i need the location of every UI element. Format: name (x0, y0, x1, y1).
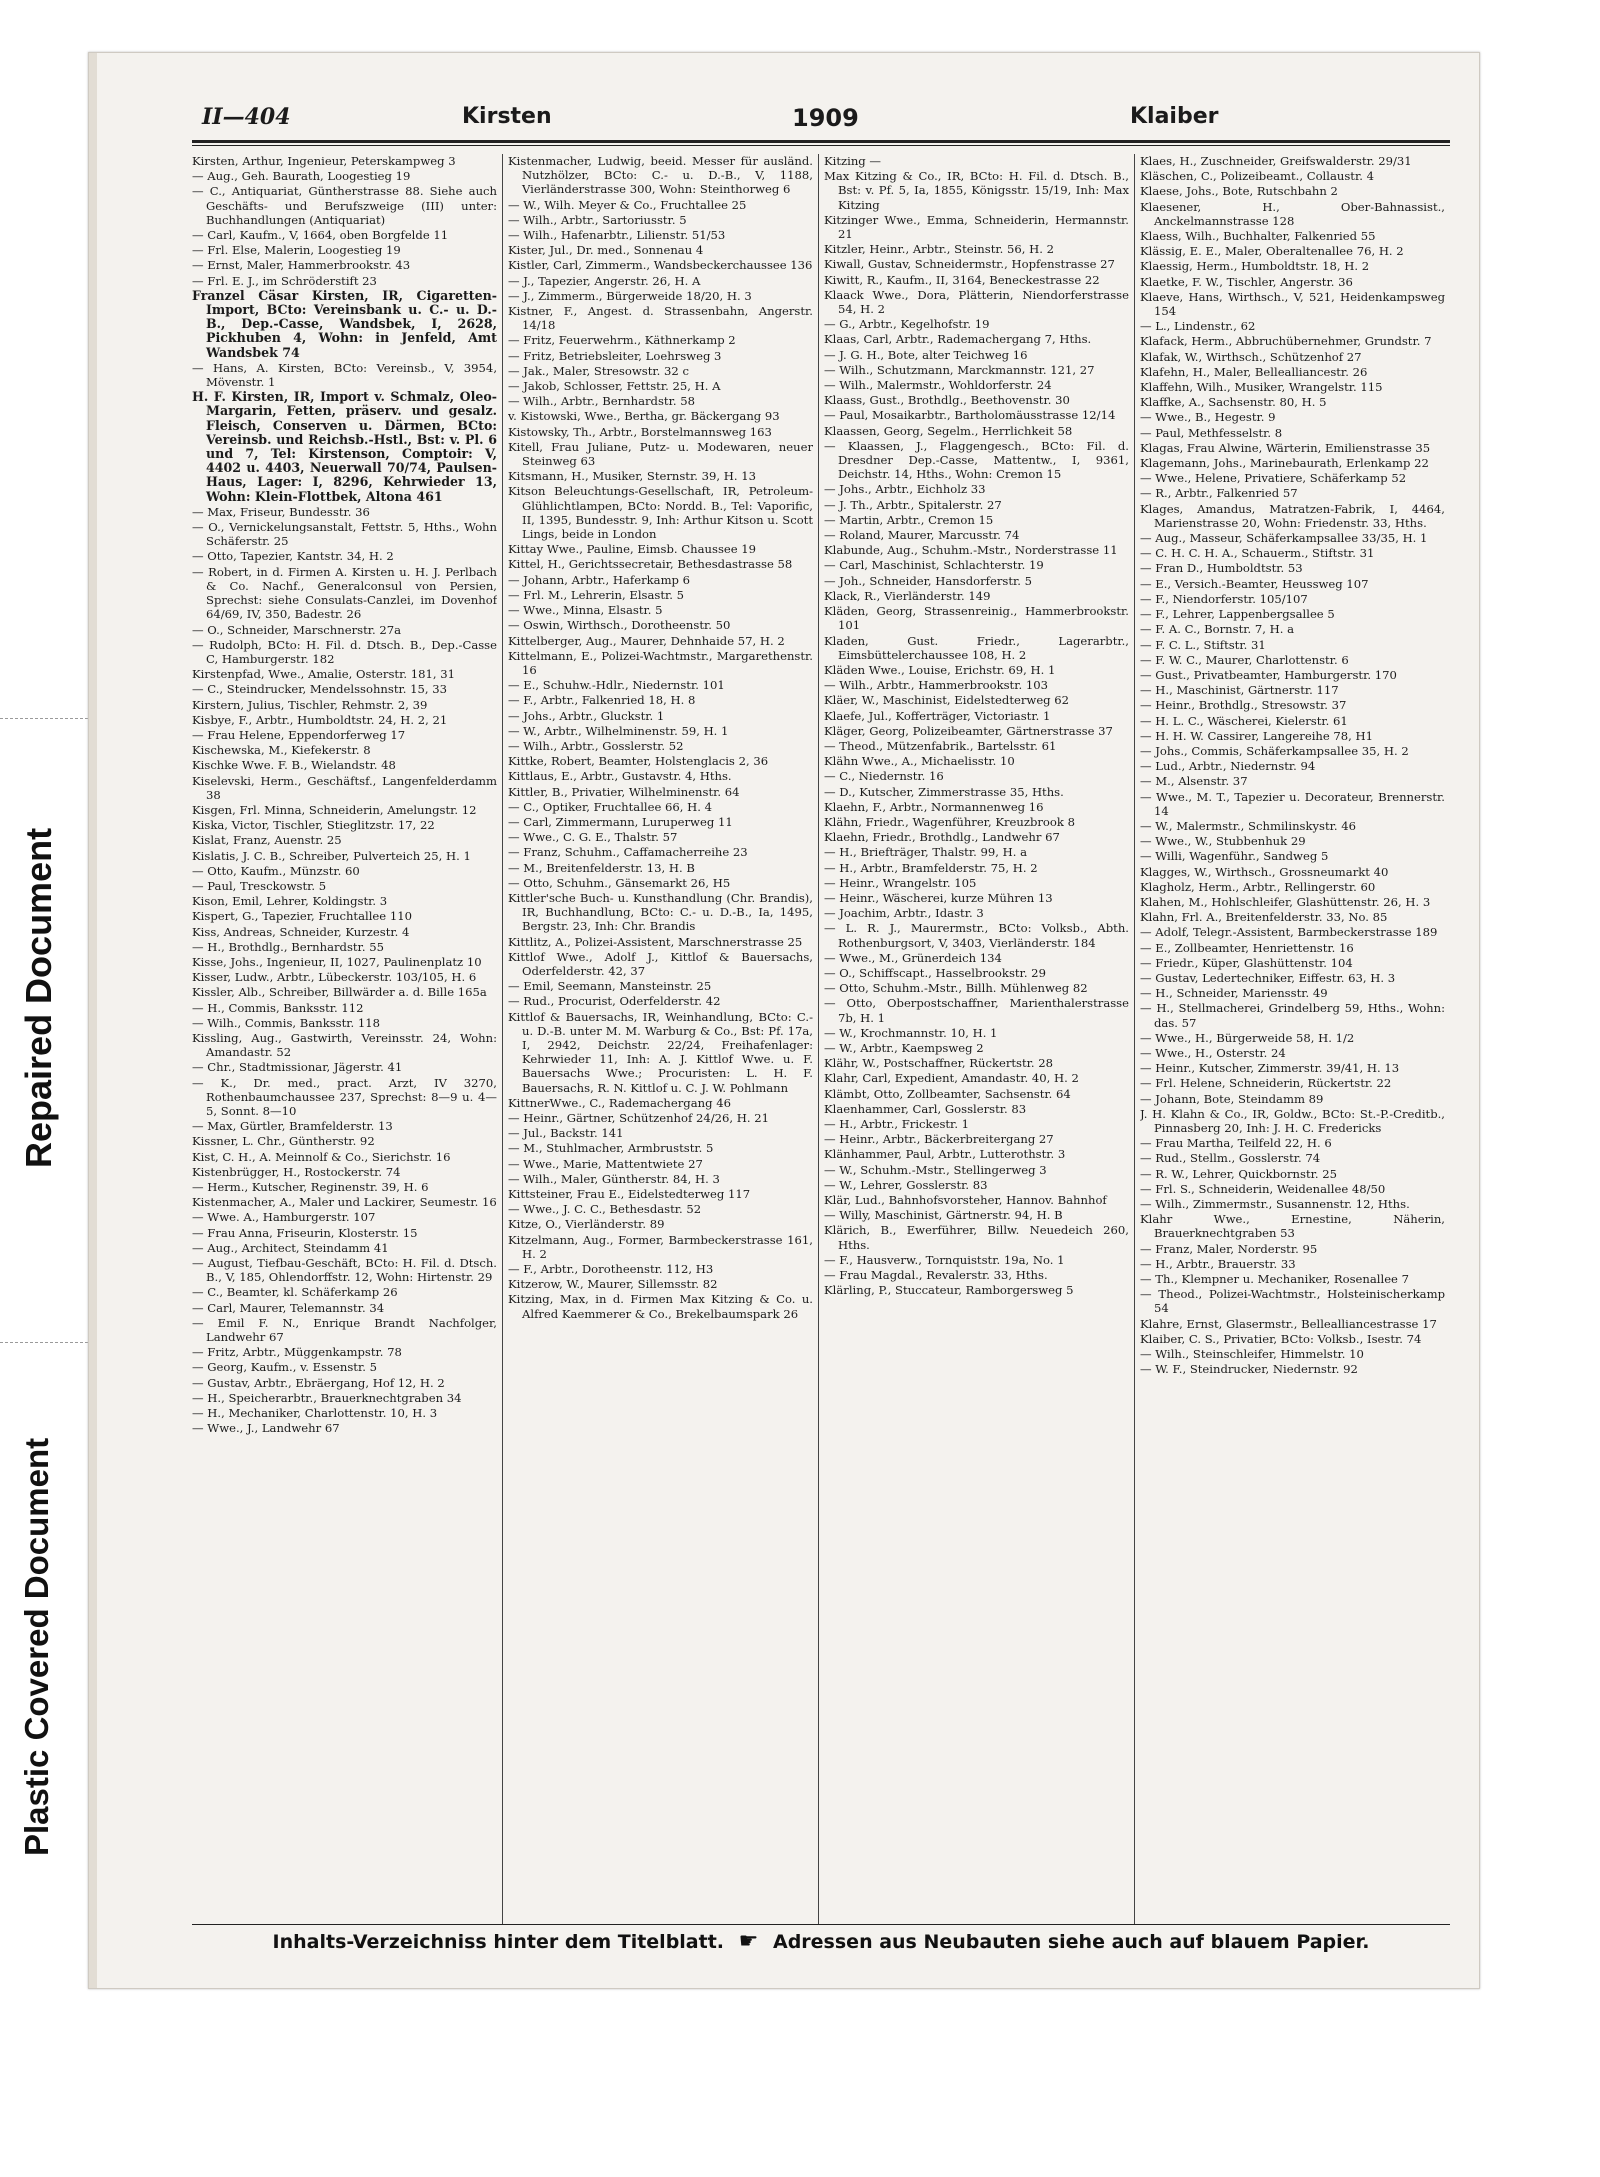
directory-entry: — Wilh., Zimmermstr., Susannenstr. 12, Hths. (1140, 1197, 1410, 1212)
directory-entry: — Chr., Stadtmissionar, Jägerstr. 41 (192, 1060, 403, 1075)
directory-entry: — Joachim, Arbtr., Idastr. 3 (824, 906, 984, 921)
directory-entry: — C., Optiker, Fruchtallee 66, H. 4 (508, 799, 712, 814)
directory-entry: — Friedr., Küper, Glashüttenstr. 104 (1140, 955, 1353, 970)
directory-entry: Klagholz, Herm., Arbtr., Rellingerstr. 60 (1140, 879, 1376, 894)
directory-entry: Kistenbrügger, H., Rostockerstr. 74 (192, 1164, 401, 1179)
directory-entry: — F., Hausverw., Tornquiststr. 19a, No. 1 (824, 1252, 1065, 1267)
directory-entry: Klahre, Ernst, Glasermstr., Bellealliancestrasse 17 (1140, 1316, 1437, 1331)
directory-entry: Kitzinger Wwe., Emma, Schneiderin, Hermannstr. 21 (824, 212, 1129, 242)
directory-entry: — Wwe., M., Grünerdeich 134 (824, 950, 1002, 965)
directory-entry: Klafack, Herm., Abbruchübernehmer, Grundstr. 7 (1140, 334, 1432, 349)
directory-entry: Kittler, B., Privatier, Wilhelminenstr. 64 (508, 784, 740, 799)
directory-entry: — W., Schuhm.-Mstr., Stellingerweg 3 (824, 1162, 1047, 1177)
directory-entry: Kison, Emil, Lehrer, Koldingstr. 3 (192, 894, 388, 909)
directory-entry: Kitsmann, H., Musiker, Sternstr. 39, H. 13 (508, 469, 756, 484)
directory-entry: Kister, Jul., Dr. med., Sonnenau 4 (508, 243, 704, 258)
directory-entry: — Lud., Arbtr., Niedernstr. 94 (1140, 759, 1316, 774)
directory-entry: — W., Malermstr., Schmilinskystr. 46 (1140, 818, 1357, 833)
directory-entry: — Wwe., J., Landwehr 67 (192, 1421, 340, 1436)
directory-entry: — Gust., Privatbeamter, Hamburgerstr. 170 (1140, 667, 1397, 682)
directory-entry: — Wilh., Maler, Güntherstr. 84, H. 3 (508, 1171, 720, 1186)
directory-entry: — Frau Helene, Eppendorferweg 17 (192, 727, 406, 742)
directory-entry: Kittel, H., Gerichtssecretair, Bethesdastrasse 58 (508, 557, 793, 572)
directory-entry: — Wwe., W., Stubbenhuk 29 (1140, 834, 1306, 849)
directory-entry: — E., Versich.-Beamter, Heussweg 107 (1140, 576, 1369, 591)
directory-entry: — Wwe. A., Hamburgerstr. 107 (192, 1210, 376, 1225)
directory-entry: Kittelmann, E., Polizei-Wachtmstr., Margarethenstr. 16 (508, 648, 813, 677)
directory-entry: — F. W. C., Maurer, Charlottenstr. 6 (1140, 652, 1349, 667)
directory-entry: Klaess, Wilh., Buchhalter, Falkenried 55 (1140, 229, 1376, 244)
directory-entry: — Willy, Maschinist, Gärtnerstr. 94, H. B (824, 1208, 1063, 1223)
directory-entry: Klaassen, Georg, Segelm., Herrlichkeit 58 (824, 423, 1073, 438)
directory-entry: Kirstenpfad, Wwe., Amalie, Osterstr. 181, 31 (192, 667, 455, 682)
directory-entry: Kisgen, Frl. Minna, Schneiderin, Amelungstr. 12 (192, 802, 477, 817)
directory-entry: — Hans, A. Kirsten, BCto: Vereinsb., V, 3954, Mövenstr. 1 (192, 360, 497, 390)
header-rule (192, 145, 1450, 146)
directory-entry: Klär, Lud., Bahnhofsvorsteher, Hannov. Bahnhof (824, 1193, 1107, 1208)
directory-entry: Kitzing, Max, in d. Firmen Max Kitzing & Co. u. Alfred Kaemmerer & Co., Brekelbaumspark 26 (508, 1292, 813, 1321)
directory-entry: Kistenmacher, A., Maler und Lackirer, Seumestr. 16 (192, 1195, 497, 1210)
directory-entry: Kirsten, Arthur, Ingenieur, Peterskampweg 3 (192, 154, 456, 168)
directory-entry: — J. G. H., Bote, alter Teichweg 16 (824, 347, 1028, 362)
directory-entry: Kisbye, F., Arbtr., Humboldtstr. 24, H. 2, 21 (192, 712, 448, 727)
directory-entry: — Paul, Tresckowstr. 5 (192, 878, 327, 893)
directory-entry: Kläschen, C., Polizeibeamt., Collaustr. 4 (1140, 169, 1374, 184)
directory-entry: Kitzing — (824, 154, 882, 168)
directory-entry: — Th., Klempner u. Mechaniker, Rosenallee 7 (1140, 1272, 1409, 1287)
directory-entry: — Johs., Commis, Schäferkampsallee 35, H. 2 (1140, 743, 1409, 758)
directory-entry: — Otto, Schuhm.-Mstr., Billh. Mühlenweg 82 (824, 981, 1088, 996)
directory-entry: — Emil, Seemann, Mansteinstr. 25 (508, 979, 712, 994)
directory-entry: — J., Tapezier, Angerstr. 26, H. A (508, 273, 701, 288)
directory-entry: — H., Commis, Banksstr. 112 (192, 1000, 364, 1015)
directory-entry: Kitze, O., Vierländerstr. 89 (508, 1217, 665, 1232)
directory-entry: Klagges, W., Wirthsch., Grossneumarkt 40 (1140, 864, 1389, 879)
directory-entry: — Herm., Kutscher, Reginenstr. 39, H. 6 (192, 1180, 429, 1195)
directory-entry: — H., Schneider, Mariensstr. 49 (1140, 986, 1328, 1001)
directory-entry: — C., Steindrucker, Mendelssohnstr. 15, 33 (192, 682, 448, 697)
directory-entry: Klafak, W., Wirthsch., Schützenhof 27 (1140, 349, 1362, 364)
directory-entry: — E., Schuhw.-Hdlr., Niedernstr. 101 (508, 678, 725, 693)
directory-entry: — Jakob, Schlosser, Fettstr. 25, H. A (508, 379, 721, 394)
directory-entry: Klaetke, F. W., Tischler, Angerstr. 36 (1140, 274, 1353, 289)
directory-entry: Klaas, Carl, Arbtr., Rademachergang 7, Hths. (824, 332, 1092, 347)
directory-entry: Kistler, Carl, Zimmerm., Wandsbeckerchaussee 136 (508, 258, 813, 273)
footer-right-text: Adressen aus Neubauten siehe auch auf blauem Papier. (773, 1931, 1370, 1953)
directory-entry: Kiselevski, Herm., Geschäftsf., Langenfelderdamm 38 (192, 773, 497, 802)
directory-entry: — Fran D., Humboldtstr. 53 (1140, 561, 1303, 576)
directory-entry: — Aug., Architect, Steindamm 41 (192, 1240, 389, 1255)
directory-entry: Kläer, W., Maschinist, Eidelstedterweg 62 (824, 693, 1070, 708)
directory-entry: — Wilh., Hafenarbtr., Lilienstr. 51/53 (508, 228, 726, 243)
directory-entry: Kitson Beleuchtungs-Gesellschaft, IR, Petroleum-Glühlichtlampen, BCto: Nordd. B., Tel: Vaporific, II, 1395, Bundesstr. 9, Inh: Arthur Kitson u. Scott Lings, beide in London (508, 484, 813, 542)
directory-entry: Kisser, Ludw., Arbtr., Lübeckerstr. 103/105, H. 6 (192, 970, 477, 985)
directory-entry: — Frl. E. J., im Schröderstift 23 (192, 273, 377, 288)
directory-entry: — Max, Gürtler, Bramfelderstr. 13 (192, 1119, 393, 1134)
directory-entry: Kirstern, Julius, Tischler, Rehmstr. 2, 39 (192, 697, 428, 712)
directory-entry: Klafehn, H., Maler, Bellealliancestr. 26 (1140, 364, 1368, 379)
directory-entry: — L., Lindenstr., 62 (1140, 319, 1256, 334)
directory-entry: — Rud., Procurist, Oderfelderstr. 42 (508, 994, 721, 1009)
directory-entry: Klaese, Johs., Bote, Rutschbahn 2 (1140, 184, 1338, 199)
directory-entry: Klähn, Friedr., Wagenführer, Kreuzbrook 8 (824, 814, 1075, 829)
directory-entry: — Johann, Bote, Steindamm 89 (1140, 1091, 1324, 1106)
directory-entry: — Wwe., H., Bürgerweide 58, H. 1/2 (1140, 1030, 1355, 1045)
directory-entry: Klaiber, C. S., Privatier, BCto: Volksb., Isestr. 74 (1140, 1331, 1422, 1346)
directory-entry: — Frau Anna, Friseurin, Klosterstr. 15 (192, 1225, 418, 1240)
directory-entry: — H., Stellmacherei, Grindelberg 59, Hths., Wohn: das. 57 (1140, 1001, 1445, 1030)
directory-column (192, 154, 497, 1914)
directory-entry: — Frl. Helene, Schneiderin, Rückertstr. 22 (1140, 1076, 1392, 1091)
directory-entry: — H., Speicherarbtr., Brauerknechtgraben 34 (192, 1390, 462, 1405)
directory-entry: — Max, Friseur, Bundesstr. 36 (192, 504, 370, 519)
directory-entry: — Wilh., Arbtr., Hammerbrookstr. 103 (824, 678, 1048, 693)
directory-entry: Klähn Wwe., A., Michaelisstr. 10 (824, 754, 1015, 769)
directory-entry: — W. F., Steindrucker, Niedernstr. 92 (1140, 1362, 1358, 1377)
last-name-heading: Klaiber (1130, 104, 1219, 129)
directory-entry: — Wilh., Commis, Banksstr. 118 (192, 1015, 381, 1030)
directory-entry: Klänhammer, Paul, Arbtr., Lutterothstr. 3 (824, 1147, 1066, 1162)
directory-entry: J. H. Klahn & Co., IR, Goldw., BCto: St.-P.-Creditb., Pinnasberg 20, Inh: J. H. C. Fredericks (1140, 1106, 1445, 1135)
directory-entry: — W., Wilh. Meyer & Co., Fruchtallee 25 (508, 197, 747, 212)
directory-entry: — Jul., Backstr. 141 (508, 1126, 624, 1141)
directory-entry: — Johs., Arbtr., Eichholz 33 (824, 482, 986, 497)
directory-entry: Klahr Wwe., Ernestine, Näherin, Brauerknechtgraben 53 (1140, 1212, 1445, 1241)
directory-entry: — Georg, Kaufm., v. Essenstr. 5 (192, 1360, 377, 1375)
directory-entry: Kitzelmann, Aug., Former, Barmbeckerstrasse 161, H. 2 (508, 1232, 813, 1261)
directory-entry: — Otto, Oberpostschaffner, Marienthalerstrasse 7b, H. 1 (824, 996, 1129, 1025)
directory-entry: — H. L. C., Wäscherei, Kielerstr. 61 (1140, 713, 1348, 728)
directory-column (1140, 154, 1445, 1914)
directory-entry: — Wwe., M. T., Tapezier u. Decorateur, Brennerstr. 14 (1140, 789, 1445, 818)
directory-entry: Klagemann, Johs., Marinebaurath, Erlenkamp 22 (1140, 456, 1429, 471)
plastic-covered-label: Plastic Covered Document (18, 1437, 55, 1856)
directory-entry: — M., Stuhlmacher, Armbruststr. 5 (508, 1141, 714, 1156)
directory-entry: — Klaassen, J., Flaggengesch., BCto: Fil. d. Dresdner Dep.-Casse, Mattentw., I, 9361, Deichstr. 14, Hths., Wohn: Cremon 15 (824, 438, 1129, 482)
directory-entry: Klabunde, Aug., Schuhm.-Mstr., Norderstrasse 11 (824, 543, 1118, 558)
directory-entry: — H., Arbtr., Bramfelderstr. 75, H. 2 (824, 860, 1038, 875)
directory-entry: Klämbt, Otto, Zollbeamter, Sachsenstr. 64 (824, 1086, 1071, 1101)
directory-entry: Klages, Amandus, Matratzen-Fabrik, I, 4464, Marienstrasse 20, Wohn: Friedenstr. 33, Hths. (1140, 501, 1445, 530)
cut-line (0, 718, 88, 719)
directory-entry: — Martin, Arbtr., Cremon 15 (824, 512, 994, 527)
directory-entry: — Fritz, Arbtr., Müggenkampstr. 78 (192, 1345, 402, 1360)
directory-entry: Klaehn, F., Arbtr., Normannenweg 16 (824, 799, 1044, 814)
directory-entry: — J., Zimmerm., Bürgerweide 18/20, H. 3 (508, 288, 752, 303)
directory-entry: Kitzler, Heinr., Arbtr., Steinstr. 56, H. 2 (824, 242, 1054, 257)
directory-entry: Klärich, B., Ewerführer, Billw. Neuedeich 260, Hths. (824, 1223, 1129, 1252)
directory-entry: — Otto, Kaufm., Münzstr. 60 (192, 863, 360, 878)
directory-entry: Klaass, Gust., Brothdlg., Beethovenstr. 30 (824, 393, 1070, 408)
directory-entry: Klack, R., Vierländerstr. 149 (824, 588, 991, 603)
directory-entry: Klaehn, Friedr., Brothdlg., Landwehr 67 (824, 830, 1060, 845)
directory-entry: — W., Lehrer, Gosslerstr. 83 (824, 1177, 988, 1192)
first-name-heading: Kirsten (462, 104, 552, 129)
directory-entry: — Carl, Zimmermann, Luruperweg 11 (508, 814, 733, 829)
directory-entry: — Roland, Maurer, Marcusstr. 74 (824, 528, 1020, 543)
directory-entry: — M., Alsenstr. 37 (1140, 774, 1248, 789)
directory-entry: — Carl, Maurer, Telemannstr. 34 (192, 1300, 385, 1315)
directory-entry: — Ernst, Maler, Hammerbrookstr. 43 (192, 258, 411, 273)
directory-entry: — Wilh., Arbtr., Gosslerstr. 52 (508, 738, 684, 753)
directory-entry: — R. W., Lehrer, Quickbornstr. 25 (1140, 1166, 1338, 1181)
directory-entry: — Heinr., Kutscher, Zimmerstr. 39/41, H. 13 (1140, 1061, 1400, 1076)
directory-entry: — Paul, Mosaikarbtr., Bartholomäusstrasse 12/14 (824, 408, 1116, 423)
directory-column (824, 154, 1129, 1914)
directory-entry: Kittlof & Bauersachs, IR, Weinhandlung, BCto: C.- u. D.-B. unter M. M. Warburg & Co., Bst: Pf. 17a, I, 2942, Deichstr. 22/24, Freihafenlager: Kehrwieder 11, Inh: A. J. Kittlof Wwe. u. F. Bauersachs Wwe.; Procuristen: L. H. F. Bauersachs, R. N. Kittlof u. C. J. W. Pohlmann (508, 1009, 813, 1095)
directory-entry: — Oswin, Wirthsch., Dorotheenstr. 50 (508, 618, 731, 633)
directory-entry: — O., Vernickelungsanstalt, Fettstr. 5, Hths., Wohn Schäferstr. 25 (192, 520, 497, 549)
directory-entry: — Wilh., Arbtr., Sartoriusstr. 5 (508, 212, 687, 227)
directory-entry: — H., Maschinist, Gärtnerstr. 117 (1140, 683, 1339, 698)
directory-entry: Klaes, H., Zuschneider, Greifswalderstr. 29/31 (1140, 154, 1412, 168)
directory-entry: — W., Arbtr., Wilhelminenstr. 59, H. 1 (508, 723, 729, 738)
directory-entry: — Franz, Schuhm., Caffamacherreihe 23 (508, 845, 748, 860)
directory-entry: — Joh., Schneider, Hansdorferstr. 5 (824, 573, 1032, 588)
header-rule (192, 140, 1450, 143)
directory-entry: — Wwe., C. G. E., Thalstr. 57 (508, 830, 678, 845)
directory-entry: — F., Niendorferstr. 105/107 (1140, 591, 1308, 606)
directory-entry: H. F. Kirsten, IR, Import v. Schmalz, Oleo-Margarin, Fetten, präserv. und gesalz. Fleisch, Conserven u. Därmen, BCto: Vereinsb. und Reichsb.-Hstl., Bst: v. Pl. 6 und 7, Tel: Kirstenson, Comptoir: V, 4402 u. 4403, Neuerwall 70/74, Paulsen-Haus, Lager: I, 8296, Kehrwieder 13, Wohn: Klein-Flottbek, Altona 461 (192, 389, 497, 504)
directory-entry: — O., Schneider, Marschnerstr. 27a (192, 622, 402, 637)
directory-entry: Klaffehn, Wilh., Musiker, Wrangelstr. 115 (1140, 380, 1383, 395)
directory-entry: Klahn, Frl. A., Breitenfelderstr. 33, No. 85 (1140, 910, 1388, 925)
directory-entry: — Johann, Arbtr., Haferkamp 6 (508, 572, 691, 587)
directory-entry: — Aug., Masseur, Schäferkampsallee 33/35, H. 1 (1140, 531, 1428, 546)
directory-entry: Kispert, G., Tapezier, Fruchtallee 110 (192, 909, 412, 924)
directory-entry: Kissler, Alb., Schreiber, Billwärder a. d. Bille 165a (192, 985, 487, 1000)
directory-entry: — C., Niedernstr. 16 (824, 769, 944, 784)
directory-entry: Kläden Wwe., Louise, Erichstr. 69, H. 1 (824, 662, 1056, 677)
directory-entry: — C., Beamter, kl. Schäferkamp 26 (192, 1285, 398, 1300)
repaired-document-label: Repaired Document (18, 827, 59, 1168)
directory-entry: Kislat, Franz, Auenstr. 25 (192, 833, 342, 848)
directory-entry: — K., Dr. med., pract. Arzt, IV 3270, Rothenbaumchaussee 237, Sprechst: 8—9 u. 4—5, Sonnt. 8—10 (192, 1075, 497, 1118)
directory-entry: — Frl. S., Schneiderin, Weidenallee 48/50 (1140, 1181, 1386, 1196)
directory-entry: — Frl. Else, Malerin, Loogestieg 19 (192, 243, 401, 258)
directory-entry: Kischke Wwe. F. B., Wielandstr. 48 (192, 758, 396, 773)
directory-entry: Kiwitt, R., Kaufm., II, 3164, Beneckestrasse 22 (824, 272, 1100, 287)
directory-entry: — F., Lehrer, Lappenbergsallee 5 (1140, 607, 1335, 622)
directory-entry: — Otto, Tapezier, Kantstr. 34, H. 2 (192, 549, 394, 564)
footer-rule (192, 1924, 1450, 1925)
directory-entry: Kittlaus, E., Arbtr., Gustavstr. 4, Hths. (508, 769, 732, 784)
directory-entry: — Rudolph, BCto: H. Fil. d. Dtsch. B., Dep.-Casse C, Hamburgerstr. 182 (192, 637, 497, 666)
page-number: II—404 (202, 104, 291, 130)
directory-entry: — Heinr., Brothdlg., Stresowstr. 37 (1140, 698, 1347, 713)
directory-entry: — Franz, Maler, Norderstr. 95 (1140, 1241, 1318, 1256)
directory-entry: — Fritz, Feuerwehrm., Käthnerkamp 2 (508, 333, 736, 348)
directory-entry: — Wilh., Steinschleifer, Himmelstr. 10 (1140, 1347, 1364, 1362)
directory-entry: Kissling, Aug., Gastwirth, Vereinsstr. 24, Wohn: Amandastr. 52 (192, 1030, 497, 1060)
directory-entry: Klagas, Frau Alwine, Wärterin, Emilienstrasse 35 (1140, 440, 1431, 455)
directory-entry: — Johs., Arbtr., Gluckstr. 1 (508, 708, 665, 723)
directory-entry: — Wilh., Arbtr., Bernhardstr. 58 (508, 394, 695, 409)
directory-entry: Kittlitz, A., Polizei-Assistent, Marschnerstrasse 25 (508, 934, 803, 949)
directory-entry: — H., Brothdlg., Bernhardstr. 55 (192, 939, 384, 954)
directory-entry: — Fritz, Betriebsleiter, Loehrsweg 3 (508, 348, 722, 363)
directory-entry: Klaessig, Herm., Humboldtstr. 18, H. 2 (1140, 259, 1370, 274)
directory-entry: — H., Briefträger, Thalstr. 99, H. a (824, 845, 1027, 860)
directory-entry: — M., Breitenfelderstr. 13, H. B (508, 860, 695, 875)
directory-entry: — Theod., Polizei-Wachtmstr., Holsteinischerkamp 54 (1140, 1287, 1445, 1316)
directory-entry: — O., Schiffscapt., Hasselbrookstr. 29 (824, 965, 1046, 980)
directory-entry: Klärling, P., Stuccateur, Ramborgersweg 5 (824, 1283, 1074, 1298)
directory-entry: — E., Zollbeamter, Henriettenstr. 16 (1140, 940, 1354, 955)
directory-entry: — August, Tiefbau-Geschäft, BCto: H. Fil. d. Dtsch. B., V, 185, Ohlendorffstr. 12, Wohn: Hirtenstr. 29 (192, 1256, 497, 1285)
directory-entry: — C. H. C. H. A., Schauerm., Stiftstr. 31 (1140, 546, 1375, 561)
year-heading: 1909 (792, 104, 859, 132)
directory-columns (192, 154, 1450, 1914)
directory-entry: Max Kitzing & Co., IR, BCto: H. Fil. d. Dtsch. B., Bst: v. Pf. 5, Ia, 1855, Königsstr. 15/19, Inh: Max Kitzing (824, 169, 1129, 212)
directory-entry: Kittlof Wwe., Adolf J., Kittlof & Bauersachs, Oderfelderstr. 42, 37 (508, 949, 813, 978)
directory-entry: Klähr, W., Postschaffner, Rückertstr. 28 (824, 1056, 1054, 1071)
directory-entry: — Wwe., J. C. C., Bethesdastr. 52 (508, 1202, 702, 1217)
directory-entry: — Paul, Methfesselstr. 8 (1140, 425, 1283, 440)
directory-entry: — Gustav, Ledertechniker, Eiffestr. 63, H. 3 (1140, 970, 1396, 985)
directory-entry: Kitell, Frau Juliane, Putz- u. Modewaren, neuer Steinweg 63 (508, 439, 813, 469)
directory-entry: — Heinr., Gärtner, Schützenhof 24/26, H. 21 (508, 1111, 769, 1125)
directory-entry: — Willi, Wagenführ., Sandweg 5 (1140, 849, 1329, 864)
directory-entry: — D., Kutscher, Zimmerstrasse 35, Hths. (824, 784, 1064, 799)
directory-entry: Kläden, Georg, Strassenreinig., Hammerbrookstr. 101 (824, 604, 1129, 633)
directory-entry: — Aug., Geh. Baurath, Loogestieg 19 (192, 169, 411, 184)
directory-entry: — Wwe., H., Osterstr. 24 (1140, 1045, 1286, 1060)
directory-entry: Kladen, Gust. Friedr., Lagerarbtr., Eimsbüttelerchaussee 108, H. 2 (824, 633, 1129, 662)
directory-entry: Klaefe, Jul., Kofferträger, Victoriastr. 1 (824, 708, 1051, 723)
directory-entry: — Wwe., B., Hegestr. 9 (1140, 410, 1276, 425)
cut-line (0, 1342, 88, 1343)
directory-entry: — Wwe., Helene, Privatiere, Schäferkamp 52 (1140, 471, 1407, 486)
directory-entry: — Adolf, Telegr.-Assistent, Barmbeckerstrasse 189 (1140, 925, 1438, 940)
directory-entry: — Carl, Kaufm., V, 1664, oben Borgfelde 11 (192, 228, 449, 243)
directory-entry: — Gustav, Arbtr., Ebräergang, Hof 12, H. 2 (192, 1375, 445, 1390)
directory-entry: — R., Arbtr., Falkenried 57 (1140, 486, 1298, 501)
directory-entry: — Robert, in d. Firmen A. Kirsten u. H. J. Perlbach & Co. Nachf., Generalconsul von Persien, Sprechst: siehe Consulats-Canzlei, im Dovenhof 64/69, IV, 350, Badestr. 26 (192, 564, 497, 622)
directory-entry: — L. R. J., Maurermstr., BCto: Volksb., Abth. Rothenburgsort, V, 3403, Vierländerstr. 184 (824, 921, 1129, 950)
directory-entry: — H., Arbtr., Frickestr. 1 (824, 1117, 970, 1131)
directory-entry: Kläger, Georg, Polizeibeamter, Gärtnerstrasse 37 (824, 723, 1113, 738)
directory-entry: — Wwe., Marie, Mattentwiete 27 (508, 1156, 703, 1171)
directory-entry: — G., Arbtr., Kegelhofstr. 19 (824, 317, 990, 332)
directory-entry: — W., Krochmannstr. 10, H. 1 (824, 1025, 998, 1040)
directory-entry: Kistowsky, Th., Arbtr., Borstelmannsweg 163 (508, 424, 772, 439)
directory-entry: — Wilh., Malermstr., Wohldorferstr. 24 (824, 378, 1052, 393)
directory-entry: Klahr, Carl, Expedient, Amandastr. 40, H. 2 (824, 1071, 1079, 1086)
directory-entry: Klaffke, A., Sachsenstr. 80, H. 5 (1140, 395, 1327, 410)
directory-entry: — Rud., Stellm., Gosslerstr. 74 (1140, 1151, 1321, 1166)
directory-entry: Klaesener, H., Ober-Bahnassist., Anckelmannstrasse 128 (1140, 199, 1445, 228)
footer-left-text: Inhalts-Verzeichniss hinter dem Titelblatt. (272, 1931, 725, 1953)
directory-column (508, 154, 813, 1914)
directory-entry: — H., Mechaniker, Charlottenstr. 10, H. 3 (192, 1406, 438, 1421)
directory-entry: Franzel Cäsar Kirsten, IR, Cigaretten-Import, BCto: Vereinsbank u. C.- u. D.-B., Dep.-Casse, Wandsbek, I, 2628, Pickhuben 4, Wohn: in Jenfeld, Amt Wandsbek 74 (192, 287, 497, 360)
directory-entry: Kissner, L. Chr., Güntherstr. 92 (192, 1134, 375, 1149)
directory-entry: — Wilh., Schutzmann, Marckmannstr. 121, 27 (824, 362, 1095, 377)
directory-entry: — F. C. L., Stiftstr. 31 (1140, 637, 1266, 652)
directory-entry: Kittay Wwe., Pauline, Eimsb. Chaussee 19 (508, 542, 757, 557)
directory-entry: Kittsteiner, Frau E., Eidelstedterweg 117 (508, 1187, 751, 1202)
directory-entry: — C., Antiquariat, Güntherstrasse 88. Siehe auch Geschäfts- und Berufszweige (III) unter: Buchhandlungen (Antiquariat) (192, 184, 497, 227)
directory-entry: — H., Arbtr., Brauerstr. 33 (1140, 1256, 1296, 1271)
footer-note (192, 1929, 1450, 1954)
directory-entry: — F. A. C., Bornstr. 7, H. a (1140, 622, 1295, 637)
directory-entry: Kiwall, Gustav, Schneidermstr., Hopfenstrasse 27 (824, 257, 1115, 272)
directory-entry: Kist, C. H., A. Meinnolf & Co., Sierichstr. 16 (192, 1149, 451, 1164)
directory-entry: — Heinr., Wrangelstr. 105 (824, 875, 977, 890)
directory-entry: Kitzerow, W., Maurer, Sillemsstr. 82 (508, 1277, 718, 1292)
directory-entry: Kistenmacher, Ludwig, beeid. Messer für ausländ. Nutzhölzer, BCto: C.- u. D.-B., V, 1188, Vierländerstrasse 300, Wohn: Steinthorweg 6 (508, 154, 813, 197)
directory-entry: Klahen, M., Hohlschleifer, Glashüttenstr. 26, H. 3 (1140, 894, 1431, 909)
directory-entry: — Frau Magdal., Revalerstr. 33, Hths. (824, 1268, 1048, 1283)
directory-entry: Kischewska, M., Kiefekerstr. 8 (192, 743, 371, 758)
directory-entry: Kisse, Johs., Ingenieur, II, 1027, Paulinenplatz 10 (192, 954, 482, 969)
directory-entry: — H. H. W. Cassirer, Langereihe 78, H1 (1140, 728, 1374, 743)
directory-entry: Kittelberger, Aug., Maurer, Dehnhaide 57, H. 2 (508, 633, 785, 648)
directory-entry: Kistner, F., Angest. d. Strassenbahn, Angerstr. 14/18 (508, 304, 813, 333)
directory-entry: Kiss, Andreas, Schneider, Kurzestr. 4 (192, 924, 410, 939)
directory-entry: — Jak., Maler, Stresowstr. 32 c (508, 363, 689, 378)
directory-entry: Klässig, E. E., Maler, Oberaltenallee 76, H. 2 (1140, 244, 1404, 259)
directory-entry: v. Kistowski, Wwe., Bertha, gr. Bäckergang 93 (508, 409, 780, 424)
directory-entry: Klaenhammer, Carl, Gosslerstr. 83 (824, 1101, 1027, 1116)
directory-entry: — Otto, Schuhm., Gänsemarkt 26, H5 (508, 875, 731, 890)
directory-entry: — F., Arbtr., Dorotheenstr. 112, H3 (508, 1262, 714, 1277)
directory-entry: Klaack Wwe., Dora, Plätterin, Niendorferstrasse 54, H. 2 (824, 287, 1129, 317)
directory-entry: — Frau Martha, Teilfeld 22, H. 6 (1140, 1136, 1332, 1151)
pointing-hand-icon: ☛ (738, 1929, 759, 1954)
directory-entry: — Heinr., Arbtr., Bäckerbreitergang 27 (824, 1132, 1054, 1147)
directory-entry: — J. Th., Arbtr., Spitalerstr. 27 (824, 497, 1002, 512)
directory-entry: — Wwe., Minna, Elsastr. 5 (508, 603, 663, 618)
directory-entry: — Frl. M., Lehrerin, Elsastr. 5 (508, 587, 685, 602)
directory-entry: Kiska, Victor, Tischler, Stieglitzstr. 17, 22 (192, 818, 435, 833)
directory-entry: — W., Arbtr., Kaempsweg 2 (824, 1040, 984, 1055)
page-header (120, 104, 1440, 140)
directory-entry: — Theod., Mützenfabrik., Bartelsstr. 61 (824, 738, 1057, 753)
directory-entry: Kittke, Robert, Beamter, Holstenglacis 2, 36 (508, 754, 769, 769)
directory-entry: KittnerWwe., C., Rademachergang 46 (508, 1095, 731, 1110)
directory-entry: — Heinr., Wäscherei, kurze Mühren 13 (824, 890, 1053, 905)
directory-entry: — Emil F. N., Enrique Brandt Nachfolger, Landwehr 67 (192, 1315, 497, 1345)
directory-entry: Kittler'sche Buch- u. Kunsthandlung (Chr. Brandis), IR, Buchhandlung, BCto: C.- u. D.-B., Ia, 1495, Bergstr. 23, Inh: Chr. Brandis (508, 890, 813, 934)
directory-entry: Klaeve, Hans, Wirthsch., V, 521, Heidenkampsweg 154 (1140, 289, 1445, 319)
directory-entry: — F., Arbtr., Falkenried 18, H. 8 (508, 693, 696, 708)
directory-entry: Kislatis, J. C. B., Schreiber, Pulverteich 25, H. 1 (192, 848, 471, 863)
directory-entry: — Carl, Maschinist, Schlachterstr. 19 (824, 558, 1044, 573)
